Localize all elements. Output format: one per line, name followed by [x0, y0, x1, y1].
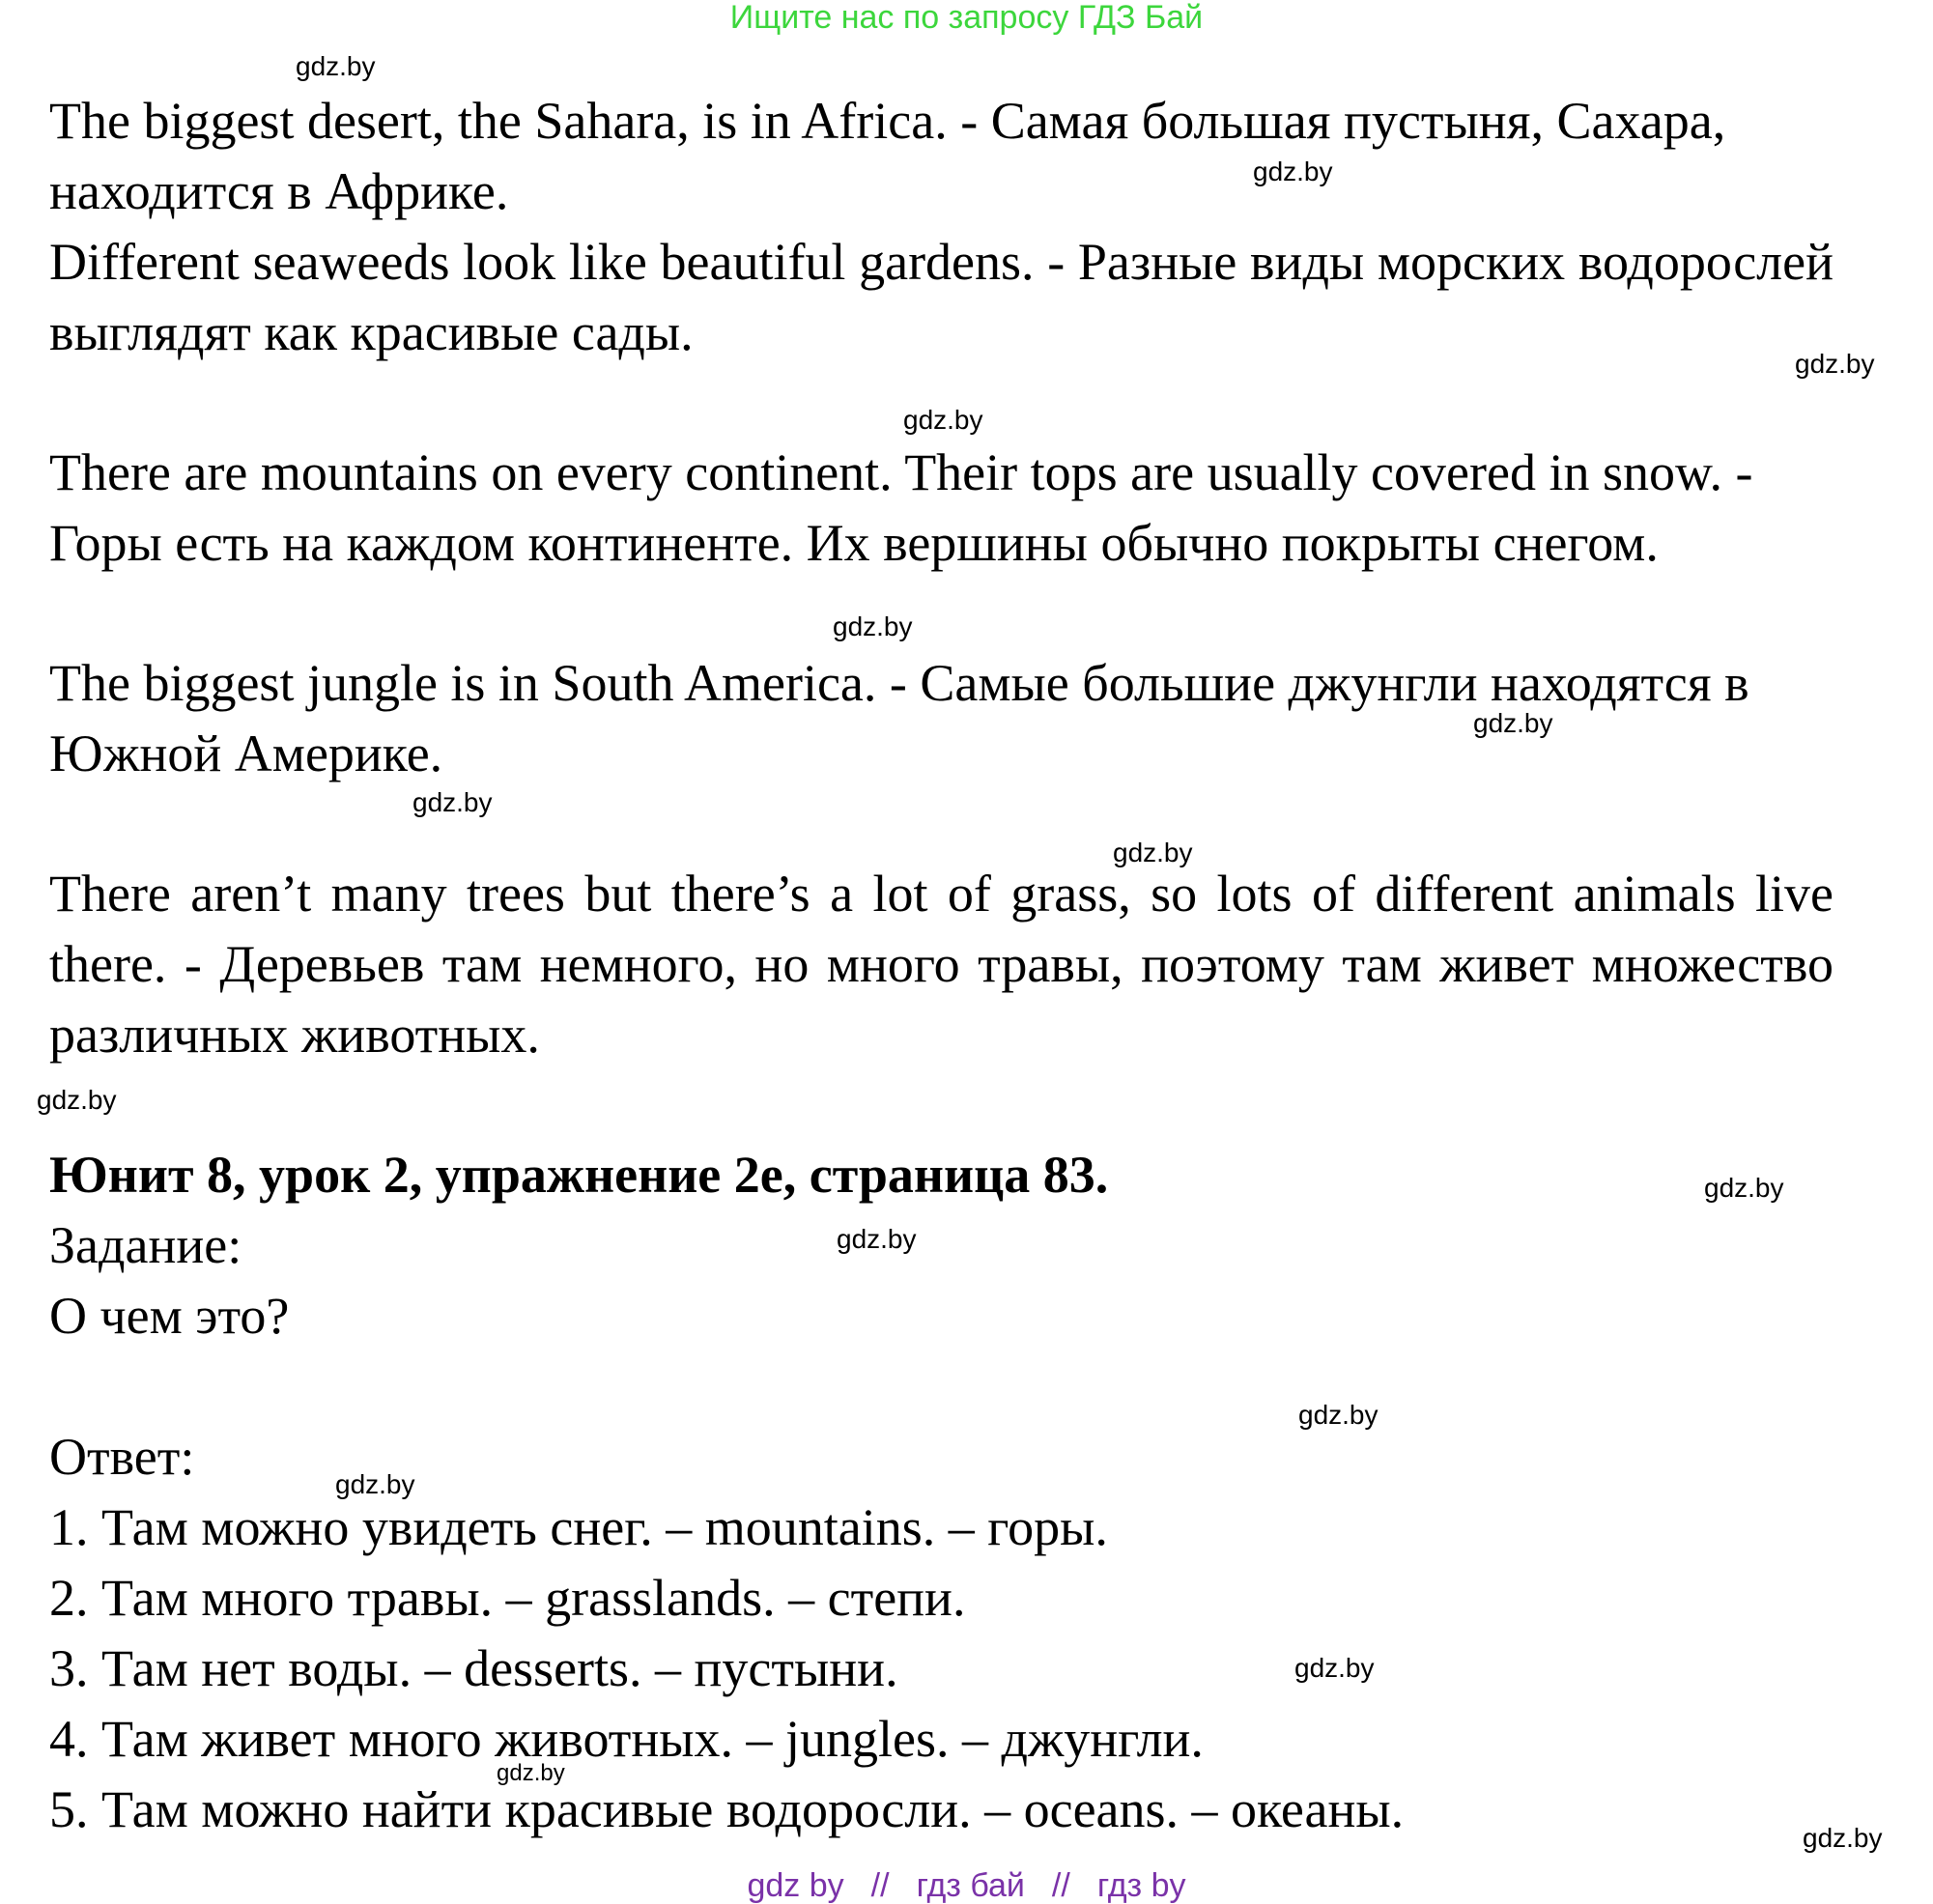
watermark: gdz.by: [412, 787, 493, 817]
footer-separator: //: [1051, 1867, 1070, 1904]
watermark: gdz.by: [833, 611, 913, 641]
watermark: gdz.by: [296, 51, 376, 81]
watermark: gdz.by: [903, 405, 983, 435]
footer-link-gdz-by-cyr[interactable]: гдз by: [1096, 1867, 1186, 1904]
watermark: gdz.by: [837, 1224, 917, 1254]
answer-item: 3. Там нет воды. – desserts. – пустыни.: [49, 1639, 898, 1697]
watermark: gdz.by: [1704, 1173, 1784, 1203]
watermark: gdz.by: [1294, 1653, 1375, 1683]
footer-link-gdz-by[interactable]: gdz by: [747, 1867, 844, 1904]
exercise-heading: Юнит 8, урок 2, упражнение 2е, страница 83.: [49, 1146, 1109, 1204]
paragraph-mountains: There are mountains on every continent. Their tops are usually covered in snow. - Горы есть на каждом континенте. Их вершины обычно покрыты снегом.: [49, 443, 1753, 572]
paragraph-sahara: The biggest desert, the Sahara, is in Africa. - Самая большая пустыня, Сахара, находится в Африке.: [49, 92, 1726, 220]
paragraph-jungle: The biggest jungle is in South America. - Самые большие джунгли находятся в Южной Америке.: [49, 654, 1749, 782]
watermark: gdz.by: [1113, 838, 1193, 867]
watermark: gdz.by: [1253, 156, 1333, 186]
footer-link-gdz-bai[interactable]: гдз бай: [916, 1867, 1025, 1904]
watermark: gdz.by: [1795, 349, 1875, 379]
paragraph-seaweeds: Different seaweeds look like beautiful gardens. - Разные виды морских водорослей выглядят как красивые сады.: [49, 233, 1834, 361]
answer-item: 1. Там можно увидеть снег. – mountains. – горы.: [49, 1498, 1108, 1556]
answer-label: Ответ:: [49, 1428, 195, 1486]
task-text: О чем это?: [49, 1287, 290, 1345]
watermark: gdz.by: [1473, 708, 1553, 738]
footer-separator: //: [870, 1867, 890, 1904]
task-label: Задание:: [49, 1216, 242, 1274]
answer-item: 4. Там живет много животных. – jungles. – джунгли.: [49, 1710, 1204, 1768]
answer-item: 5. Там можно найти красивые водоросли. – oceans. – океаны.: [49, 1780, 1405, 1838]
answer-item: 2. Там много травы. – grasslands. – степи.: [49, 1569, 966, 1627]
watermark: gdz.by: [335, 1469, 415, 1499]
search-banner: Ищите нас по запросу ГДЗ Бай: [729, 0, 1204, 36]
watermark: gdz.by: [1803, 1823, 1883, 1853]
paragraph-grasslands: There aren’t many trees but there’s a lot of grass, so lots of different animals live there. - Деревьев там немного, но много травы, поэтому там живет множество различных животных.: [49, 865, 1834, 1064]
watermark: gdz.by: [1298, 1400, 1379, 1430]
footer-links: [0, 1868, 1933, 1903]
watermark: gdz.by: [497, 1760, 565, 1786]
watermark: gdz.by: [37, 1085, 117, 1115]
